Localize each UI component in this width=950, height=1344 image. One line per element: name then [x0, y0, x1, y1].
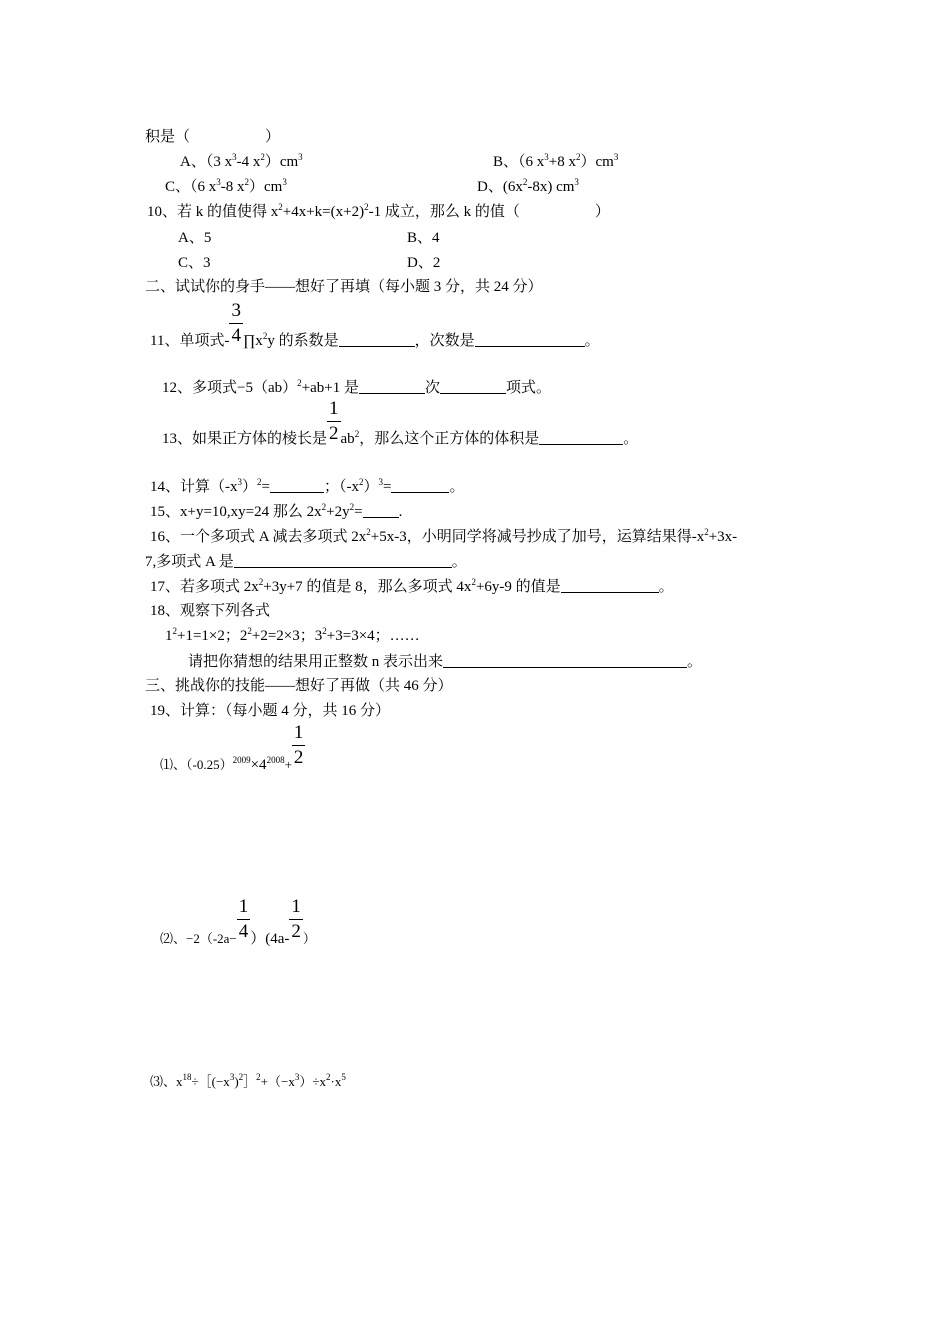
fraction-bar [229, 323, 243, 324]
q9-option-a: A、（3 $x^3-4$ $x^2)cm^3$ [180, 152, 303, 170]
q15: 15、x+y=10,xy=24 那么 $2x^2+2y^2=$ . [150, 502, 403, 520]
q12: 12、多项式−5（ab）$^2$+ab+1 是 次 项式。 [162, 378, 551, 396]
q16-line-1: 16、一个多项式 A 减去多项式 $2x^2+5x-3$，小明同学将减号抄成了加号，运算结果得$-x^2+3x-$ [150, 527, 738, 545]
q12-blank-degree[interactable] [359, 379, 425, 394]
fraction-bar [292, 745, 306, 746]
q11-blank-coefficient[interactable] [339, 332, 415, 347]
q19-part-1: ⑴、$(-0.25)^{2009}\times 4^{2008}+$ $\frac{1}{2}$ [160, 722, 304, 773]
q11: 11、单项式- $\frac{3}{4}$ $\prod x^2y$ 的系数是 ，次数是 。 [150, 300, 600, 349]
q10-stem: 10、若 k 的值使得 $x^2+4x+k=(x+2)^2-1$ 成立，那么 k 的值（ ） [147, 202, 610, 220]
q10-option-a: A、5 [178, 230, 212, 246]
q9-tail: 积是（ ） [145, 129, 281, 145]
q16-line-2: 7,多项式 A 是 。 [145, 554, 467, 570]
q9-option-d: D、$(6x^2-8x)$ $cm^3$ [477, 177, 579, 195]
q17-blank[interactable] [561, 578, 659, 593]
q9-option-c: C、（6 $x^3-8$ $x^2)cm^3$ [165, 177, 287, 195]
q19-2-fraction-2: $\frac{1}{2}$ [291, 896, 301, 942]
q14-blank-2[interactable] [391, 478, 449, 493]
q19-part-2: ⑵、−2（-2a− $\frac{1}{4}$ ）(4a- $\frac{1}{2}$ ） [160, 896, 316, 947]
q15-blank[interactable] [363, 503, 399, 518]
q10-option-d: D、2 [407, 255, 441, 271]
q12-blank-terms[interactable] [440, 379, 506, 394]
fraction-bar [327, 421, 341, 422]
q10-option-c: C、3 [178, 255, 211, 271]
fraction-bar [289, 919, 303, 920]
q10-option-b: B、4 [407, 230, 440, 246]
q16-blank[interactable] [234, 553, 452, 568]
section-2-heading: 二、试试你的身手——想好了再填（每小题 3 分，共 24 分） [145, 279, 543, 295]
q18-formulas: $1^2+1=1\times 2$；$2^2+2=2\times 3$；$3^2+3=3\times 4$；…… [165, 626, 420, 644]
fraction-bar [237, 919, 251, 920]
section-3-heading: 三、挑战你的技能——想好了再做（共 46 分） [145, 678, 453, 694]
q18-blank[interactable] [443, 653, 687, 668]
q13-fraction: $\frac{1}{2}$ [329, 398, 339, 444]
q18-stem: 18、观察下列各式 [150, 603, 271, 619]
q19-1-fraction: $\frac{1}{2}$ [293, 722, 304, 768]
q18-ask: 请把你猜想的结果用正整数 n 表示出来 。 [188, 654, 703, 670]
q11-blank-degree[interactable] [475, 332, 585, 347]
q19-stem: 19、计算：（每小题 4 分，共 16 分） [150, 703, 391, 719]
q14-blank-1[interactable] [270, 478, 324, 493]
q19-2-fraction-1: $\frac{1}{4}$ [238, 896, 249, 942]
q17: 17、若多项式 $2x^2+3y+7$ 的值是 8，那么多项式 $4x^2+6y-9$ 的值是 。 [150, 577, 674, 595]
q13-blank-volume[interactable] [539, 430, 623, 445]
q19-part-3: ⑶、$x^{18}\div[(-x^3)^2]^2+(-x^3)\div x^2\cdot x^5$ [150, 1072, 346, 1089]
q14: 14、计算$(-x^3)^2=$ ；$(-x^2)^3=$ 。 [150, 477, 465, 495]
q9-option-b: B、（6 $x^3+8$ $x^2)cm^3$ [493, 152, 619, 170]
q11-fraction: $\frac{3}{4}$ [231, 300, 241, 346]
q13: 13、如果正方体的棱长是 $\frac{1}{2}$ $ab^2$，那么这个正方体的体积是 。 [162, 398, 639, 447]
